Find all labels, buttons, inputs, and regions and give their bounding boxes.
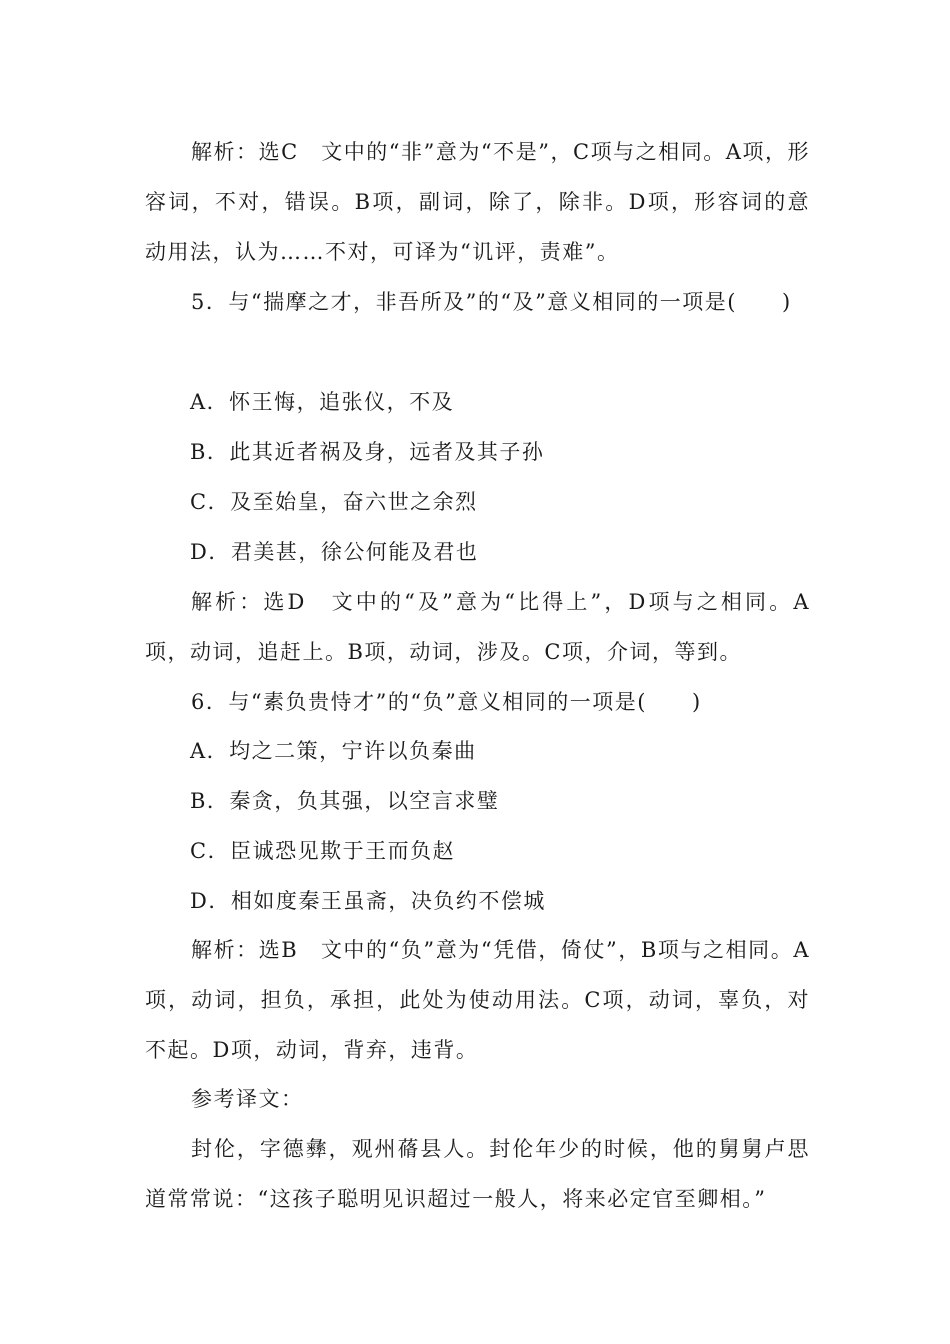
analysis-q4: 解析：选C 文中的“非”意为“不是”，C项与之相同。A项，形容词，不对，错误。B项，副词，除了，除非。D项，形容词的意动用法，认为……不对，可译为“讥评，责难”。 bbox=[145, 140, 810, 264]
q5-option-d: D．君美甚，徐公何能及君也 bbox=[190, 540, 479, 564]
q6-option-b: B．秦贪，负其强，以空言求璧 bbox=[190, 789, 500, 813]
q6-option-d: D．相如度秦王虽斋，决负约不偿城 bbox=[190, 889, 546, 913]
question-5-stem: 5．与“揣摩之才，非吾所及”的“及”意义相同的一项是( ) bbox=[191, 290, 792, 314]
q6-option-a: A．均之二策，宁许以负秦曲 bbox=[190, 739, 477, 763]
translation-text: 封伦，字德彝，观州蓨县人。封伦年少的时候，他的舅舅卢思道常常说：“这孩子聪明见识超过一般人，将来必定官至卿相。” bbox=[145, 1137, 810, 1211]
q5-option-a: A．怀王悔，追张仪，不及 bbox=[190, 390, 455, 414]
analysis-q6: 解析：选B 文中的“负”意为“凭借，倚仗”，B项与之相同。A项，动词，担负，承担，此处为使动用法。C项，动词，辜负，对不起。D项，动词，背弃，违背。 bbox=[145, 938, 810, 1062]
q5-option-c: C．及至始皇，奋六世之余烈 bbox=[190, 490, 478, 514]
q5-option-b: B．此其近者祸及身，远者及其子孙 bbox=[190, 440, 545, 464]
question-6-stem: 6．与“素负贵恃才”的“负”意义相同的一项是( ) bbox=[191, 690, 702, 714]
translation-heading: 参考译文： bbox=[191, 1087, 304, 1111]
q6-option-c: C．臣诚恐见欺于王而负赵 bbox=[190, 839, 456, 863]
analysis-q5: 解析：选D 文中的“及”意为“比得上”，D项与之相同。A项，动词，追赶上。B项，动词，涉及。C项，介词，等到。 bbox=[145, 590, 810, 664]
